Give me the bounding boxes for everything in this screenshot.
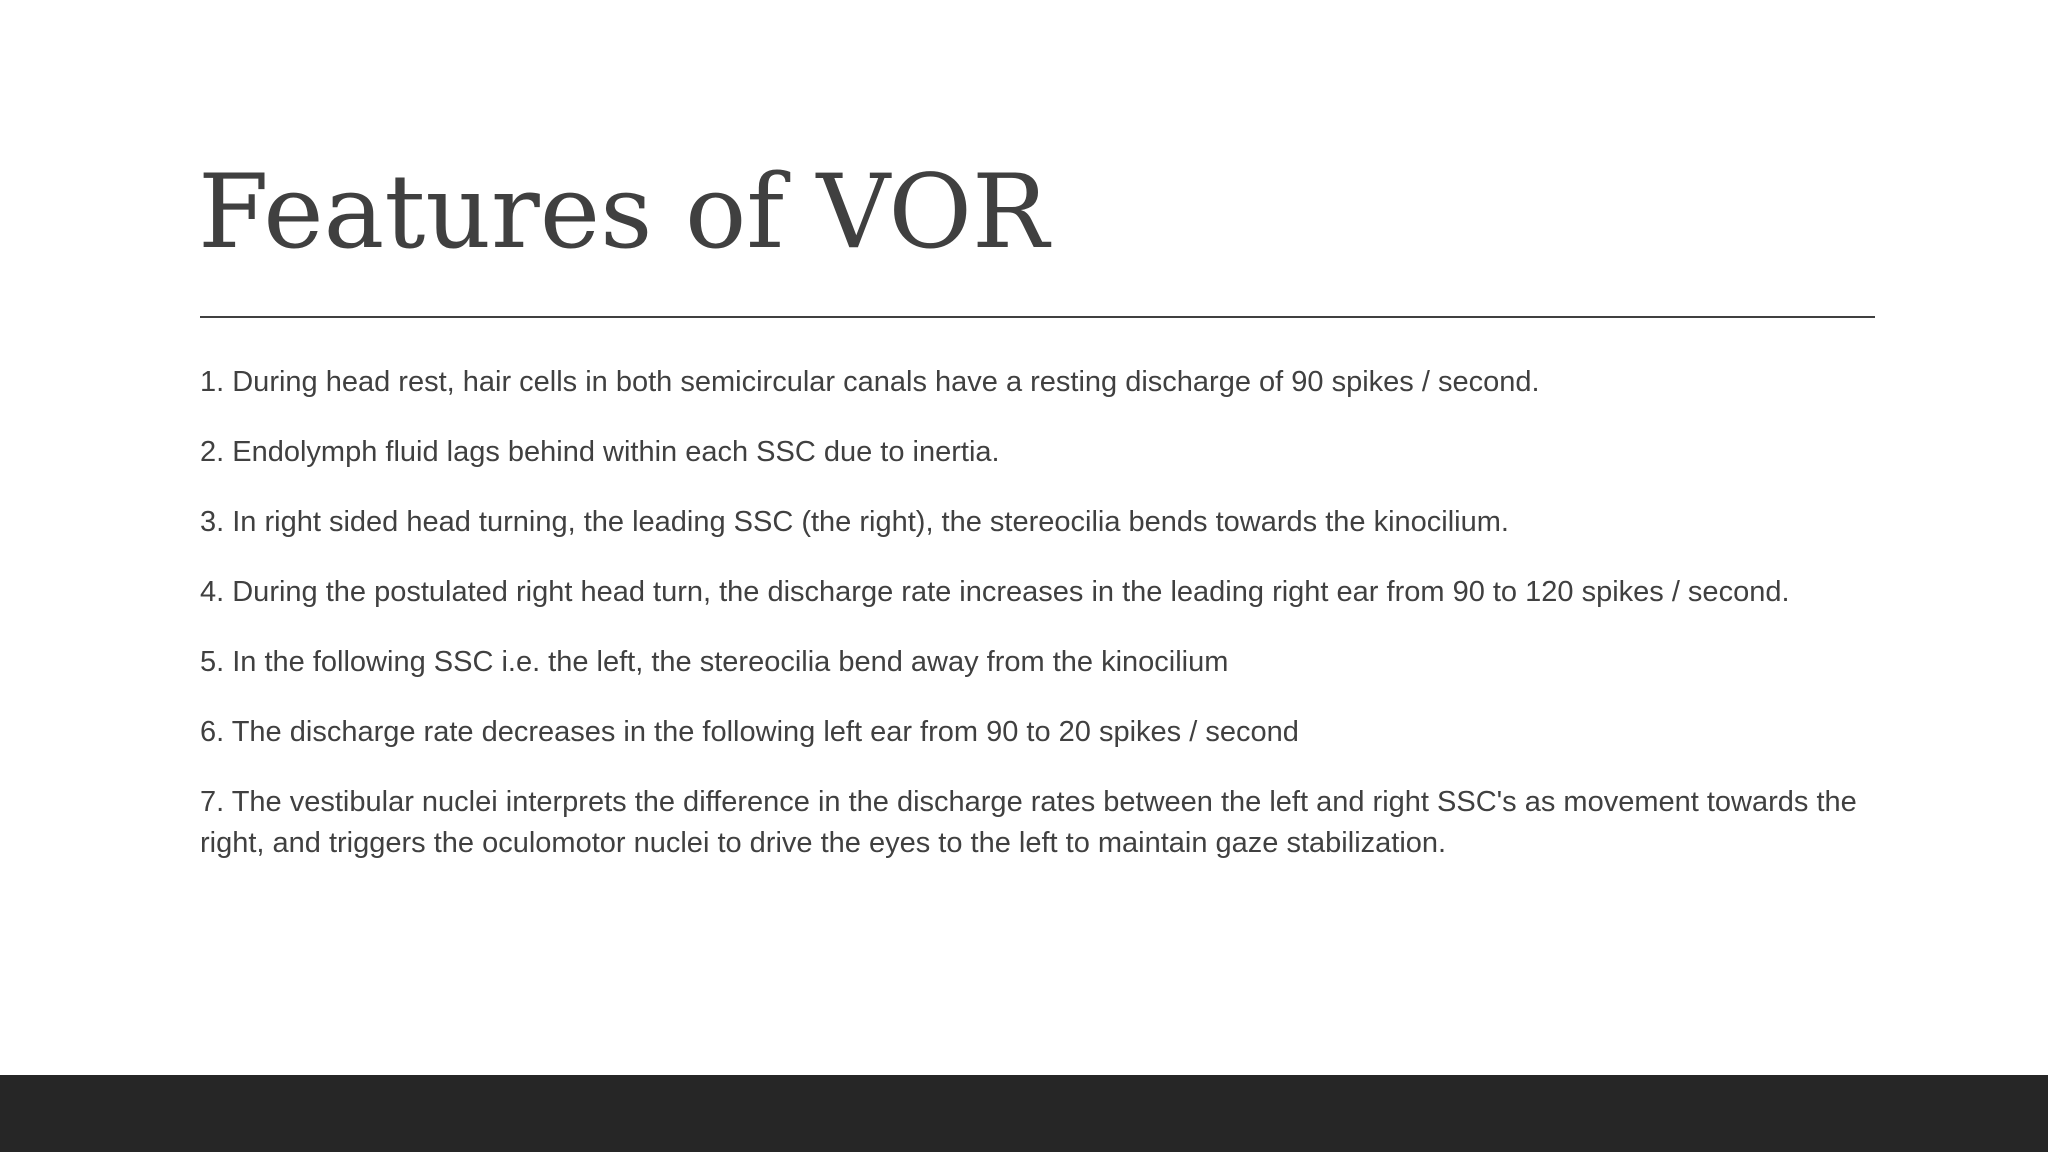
feature-point-5: 5. In the following SSC i.e. the left, the stereocilia bend away from the kinocilium	[200, 646, 1229, 678]
footer-bar	[0, 1075, 2048, 1152]
feature-point-4: 4. During the postulated right head turn, the discharge rate increases in the leading right ear from 90 to 120 spikes / second.	[200, 576, 1790, 608]
feature-point-2: 2. Endolymph fluid lags behind within each SSC due to inertia.	[200, 436, 1000, 468]
slide-title: Features of VOR	[198, 153, 1049, 272]
feature-point-6: 6. The discharge rate decreases in the following left ear from 90 to 20 spikes / second	[200, 716, 1299, 748]
feature-point-3: 3. In right sided head turning, the leading SSC (the right), the stereocilia bends towards the kinocilium.	[200, 506, 1509, 538]
feature-point-1: 1. During head rest, hair cells in both semicircular canals have a resting discharge of 90 spikes / second.	[200, 366, 1540, 398]
slide-body	[200, 362, 1860, 893]
title-divider	[200, 316, 1875, 318]
feature-point-7: 7. The vestibular nuclei interprets the difference in the discharge rates between the left and right SSC's as movement towards the right, and triggers the oculomotor nuclei to drive the eyes to the left to maintain gaze stabilization.	[200, 786, 1857, 859]
